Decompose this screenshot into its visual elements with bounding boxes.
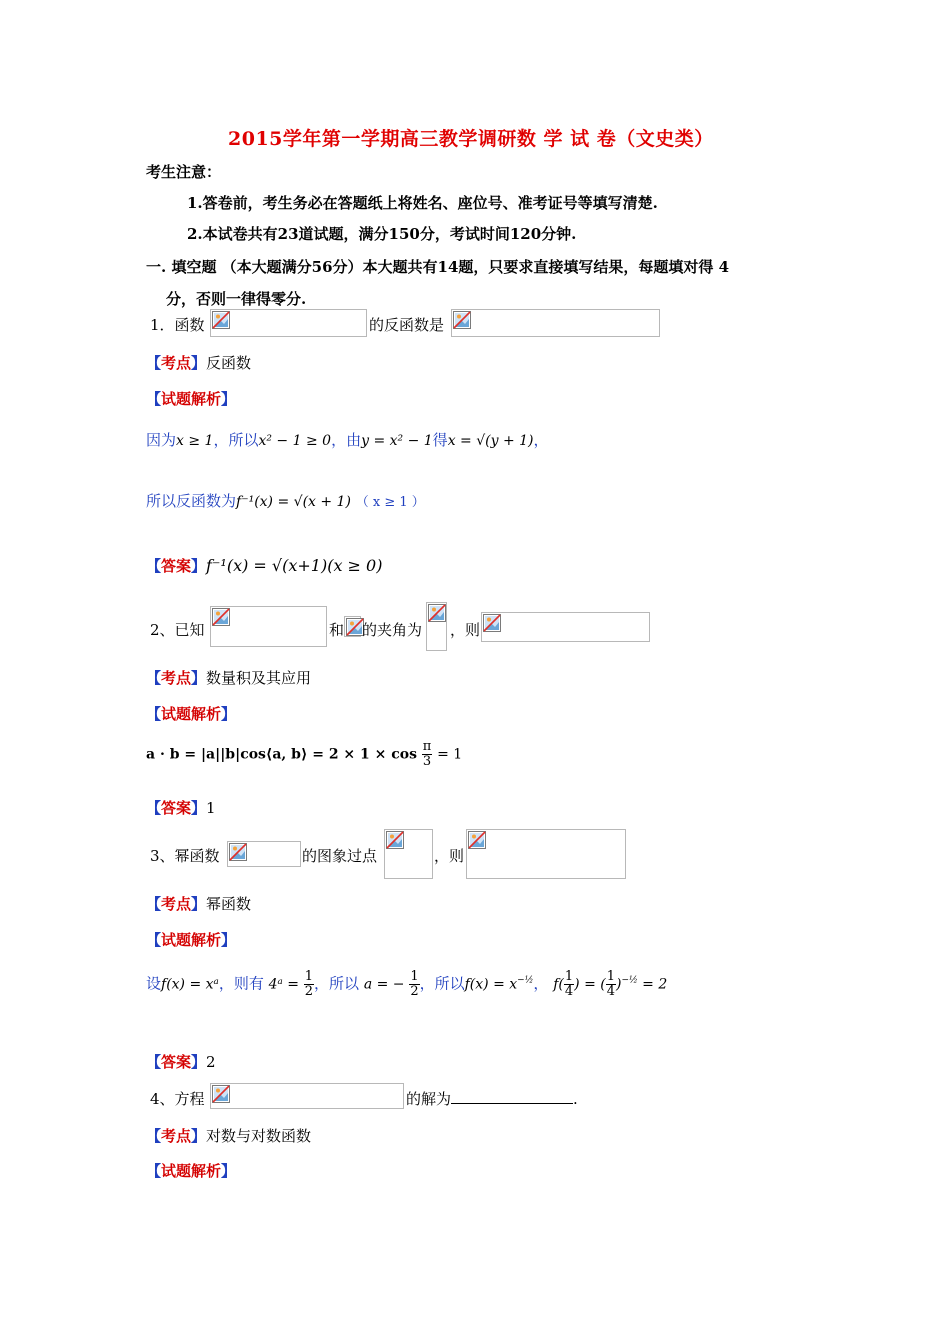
q4-jiexi: 【试题解析】 [146,1162,237,1180]
q1-kaodian-value: 反函数 [206,354,252,372]
answer-blank [451,1089,573,1104]
notice-heading: 考生注意： [146,163,222,181]
kaodian-label: 考点 [161,354,192,372]
section-heading-line1: 一. 填空题 （本大题满分56分）本大题共有14题，只要求直接填写结果，每题填对得 4 [146,258,730,276]
broken-image-icon [212,608,230,626]
q4-prefix: 4、方程 [150,1090,205,1108]
q4-kaodian: 【考点】对数与对数函数 [146,1127,312,1145]
q2-mid2: 的夹角为 [362,621,423,639]
q1-middle: 的反函数是 [369,316,445,334]
q2-answer: 1 [206,799,216,817]
notice-item-2: 2.本试卷共有23道试题，满分150分，考试时间120分钟. [187,225,577,243]
daan-label: 答案 [161,557,192,575]
q3-jiexi: 【试题解析】 [146,931,237,949]
q1-prefix: 1．函数 [150,316,205,334]
q3-kaodian: 【考点】幂函数 [146,895,252,913]
q1-kaodian: 【考点】反函数 [146,354,252,372]
q3-daan: 【答案】2 [146,1053,216,1071]
broken-image-icon [453,311,471,329]
q3-mid2: ，则 [434,847,465,865]
q3-function-image [227,841,301,867]
q1-function-image [210,309,367,337]
notice-item-1: 1.答卷前，考生务必在答题纸上将姓名、座位号、准考证号等填写清楚. [187,194,658,212]
q2-prefix: 2、已知 [150,621,205,639]
broken-image-icon [212,311,230,329]
q3-answer-image [466,829,626,879]
broken-image-icon [428,604,446,622]
section-heading-line2: 分，否则一律得零分. [166,290,307,308]
q1-solution-line2: 所以反函数为f⁻¹(x) = √(x + 1) （ x ≥ 1 ） [146,492,425,510]
q3-answer: 2 [206,1053,216,1071]
q2-kaodian: 【考点】数量积及其应用 [146,669,312,687]
q2-kaodian-value: 数量积及其应用 [206,669,312,687]
q1-solution-line1: 因为x ≥ 1，所以x² − 1 ≥ 0，由y = x² − 1得x = √(y + 1)， [146,431,549,449]
q4-middle: 的解为 . [406,1090,578,1108]
q2-vector-a-image [210,606,327,647]
broken-image-icon [229,843,247,861]
q2-mid3: ，则 [450,621,481,639]
page-title: 2015学年第一学期高三教学调研数 学 试 卷（文史类） [228,128,714,150]
q4-equation-image [210,1083,404,1109]
q2-jiexi: 【试题解析】 [146,705,237,723]
q2-answer-image [481,612,650,642]
q2-solution: a · b = |a||b|cos⟨a, b⟩ = 2 × 1 × cos $\frac{\pi}{3}$ = 1 [146,739,463,769]
q1-jiexi: 【试题解析】 [146,390,237,408]
q1-answer-image [451,309,660,337]
broken-image-icon [212,1085,230,1103]
q4-kaodian-value: 对数与对数函数 [206,1127,312,1145]
q3-prefix: 3、幂函数 [150,847,220,865]
broken-image-icon [386,831,404,849]
q2-angle-image [426,602,447,651]
q2-daan: 【答案】1 [146,799,216,817]
broken-image-icon [468,831,486,849]
q1-daan: 【答案】f⁻¹(x) = √(x+1)(x ≥ 0) [146,556,383,575]
broken-image-icon [483,614,501,632]
q3-solution: 设f(x) = xᵃ，则有 4ᵃ = $\frac{1}{2}$ ，所以 a = − $\frac{1}{2}$ ，所以$f(x) = x^{-\frac{1}{2}}$， f( $\frac{1}{4}$ ) = ( $\frac{1}{4}$ )$^{-\frac{1}{2}}$ = 2 [146,969,668,999]
q2-vector-b-image [344,616,361,637]
fraction: $\frac{\pi}{3}$ [422,739,432,769]
q3-mid1: 的图象过点 [302,847,378,865]
jiexi-label: 试题解析 [161,390,222,408]
q3-point-image [384,829,433,879]
q3-kaodian-value: 幂函数 [206,895,252,913]
q1-answer: f⁻¹(x) = √(x+1)(x ≥ 0) [206,556,383,575]
q2-mid1: 和 [329,621,345,639]
